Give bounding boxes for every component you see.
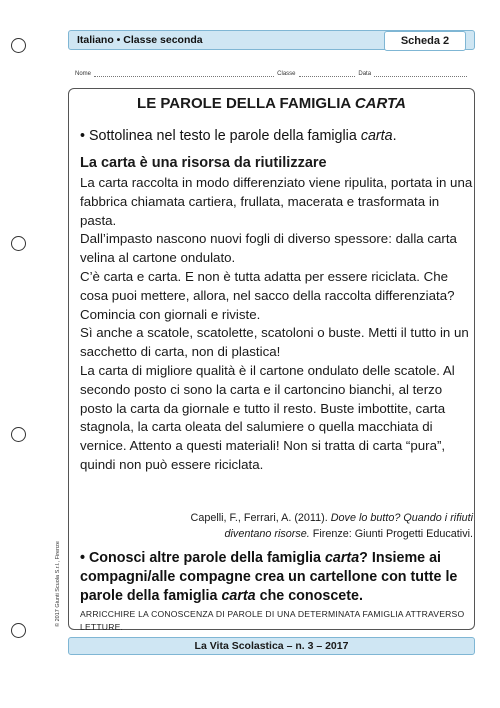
- paragraph: La carta di migliore qualità è il cartone ondulato delle scatole. Al secondo posto ci sono la carta e il cartoncino bianchi, al terzo posto la carta da giornale e tutto il resto. Buste imbottite, carta stagnola, la carta oleata del salumiere o quella macchiata di vernice. Attento a questi materiali! Non si tratta di carta “pura”, quindi non può essere riciclata.: [80, 362, 455, 472]
- task1-end: .: [392, 128, 397, 144]
- copyright-note: © 2017 Giunti Scuola S.r.l., Firenze: [55, 541, 61, 627]
- date-line[interactable]: [374, 70, 467, 77]
- footer-band: La Vita Scolastica – n. 3 – 2017: [68, 637, 475, 655]
- citation-book: Dove lo butto? Quando i rifiuti diventano risorse.: [224, 512, 473, 540]
- citation: [183, 510, 473, 542]
- task-underline: [80, 127, 470, 146]
- task1-text: • Sottolinea nel testo le parole della famiglia: [80, 128, 357, 144]
- paragraph: C’è carta e carta. E non è tutta adatta per essere riciclata. Che cosa puoi mettere, allora, nel sacco della raccolta differenziata?: [80, 268, 455, 303]
- reading-text: [80, 174, 475, 475]
- binder-hole-1: [11, 38, 26, 53]
- task2-c: che conoscete.: [259, 588, 363, 604]
- paragraph: Comincia con giornali e riviste.: [80, 306, 261, 322]
- class-label: Classe: [277, 71, 296, 77]
- name-line[interactable]: [94, 70, 274, 77]
- name-label: Nome: [75, 71, 92, 77]
- paragraph: La carta raccolta in modo differenziato viene ripulita, portata in una fabbrica chiamata cartiera, frullata, macerata e trasformata in pasta.: [80, 175, 473, 228]
- binder-hole-3: [11, 427, 26, 442]
- page-title: [68, 95, 475, 112]
- binder-hole-4: [11, 623, 26, 638]
- task2-b: ? Insieme ai compagni/alle compagne crea un cartellone con tutte le parole della famiglia: [80, 550, 458, 604]
- task2-italic2: carta: [221, 588, 256, 604]
- class-line[interactable]: [299, 70, 356, 77]
- task2-a: • Conosci altre parole della famiglia: [80, 550, 321, 566]
- task-poster: [80, 549, 470, 606]
- task2-italic1: carta: [324, 550, 360, 566]
- title-italic: CARTA: [354, 95, 406, 112]
- learning-goal: ARRICCHIRE LA CONOSCENZA DI PAROLE DI UNA DETERMINATA FAMIGLIA ATTRAVERSO LETTURE.: [80, 609, 465, 632]
- subject-label: Italiano • Classe seconda: [77, 34, 203, 46]
- binder-hole-2: [11, 236, 26, 251]
- student-fields: [75, 70, 470, 77]
- citation-authors: Capelli, F., Ferrari, A. (2011).: [190, 512, 328, 524]
- reading-title: La carta è una risorsa da riutilizzare: [80, 155, 327, 171]
- paragraph: Dall’impasto nascono nuovi fogli di diverso spessore: dalla carta velina al cartone ondulato.: [80, 231, 457, 266]
- date-label: Data: [358, 71, 372, 77]
- sheet-label: Scheda 2: [384, 31, 466, 51]
- citation-publisher: Firenze: Giunti Progetti Educativi.: [312, 528, 473, 540]
- paragraph: Sì anche a scatole, scatolette, scatoloni o buste. Metti il tutto in un sacchetto di carta, non di plastica!: [80, 325, 469, 360]
- title-main: LE PAROLE DELLA FAMIGLIA: [137, 95, 351, 112]
- task1-italic: carta: [360, 128, 393, 144]
